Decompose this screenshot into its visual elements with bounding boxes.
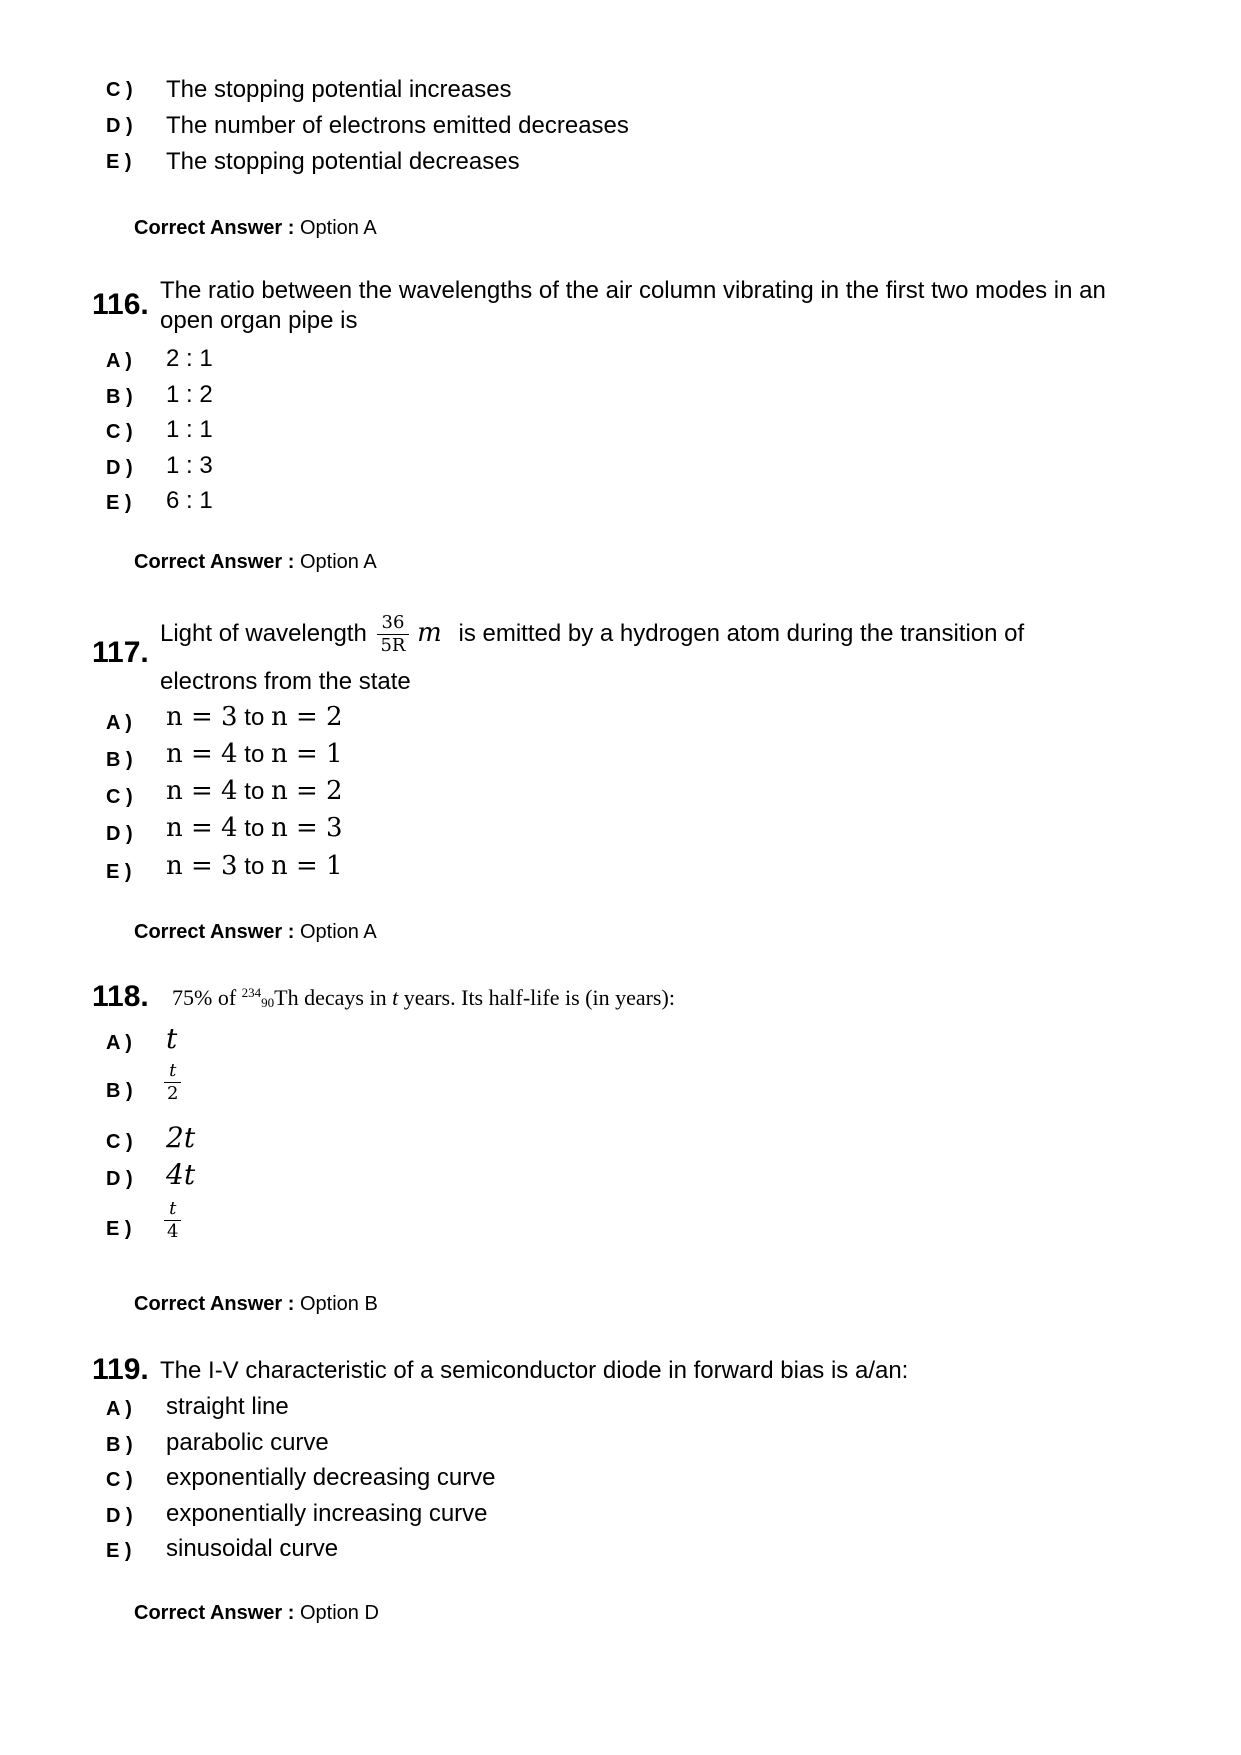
correct-answer-value: Option A: [299, 217, 377, 239]
option-fraction: [164, 1198, 181, 1243]
option-text: exponentially increasing curve: [166, 1500, 488, 1527]
option-connector: to: [244, 778, 265, 805]
option-text: The stopping potential decreases: [166, 148, 520, 175]
option-label: E ): [106, 861, 132, 883]
option-text: 1 : 2: [166, 381, 213, 408]
option-label: C ): [106, 79, 133, 101]
question-text-mid: decays in: [304, 985, 387, 1010]
option-text: [166, 702, 343, 732]
correct-answer-label: Correct Answer :: [134, 1602, 295, 1624]
option-text: exponentially decreasing curve: [166, 1464, 496, 1491]
option-label: E ): [106, 1540, 132, 1562]
mass-number: 234: [241, 985, 262, 1000]
math-expression: n = 4: [166, 776, 238, 806]
atomic-number: 90: [261, 995, 275, 1010]
question-text-line: electrons from the state: [160, 668, 411, 695]
option-text: 1 : 1: [166, 416, 213, 443]
question-number: 119.: [92, 1353, 149, 1386]
correct-answer-value: Option D: [299, 1602, 379, 1624]
correct-answer: [134, 921, 377, 944]
option-label: E ): [106, 151, 132, 173]
option-label: D ): [106, 115, 133, 137]
correct-answer-label: Correct Answer :: [134, 217, 295, 239]
math-expression: n = 1: [270, 851, 343, 881]
option-label: A ): [106, 712, 132, 734]
correct-answer-value: Option B: [299, 1293, 378, 1315]
option-label: D ): [106, 1505, 133, 1527]
option-text: [166, 813, 343, 843]
element-symbol: Th: [274, 985, 299, 1010]
correct-answer-label: Correct Answer :: [134, 551, 295, 573]
option-text: 4t: [166, 1158, 196, 1191]
correct-answer: [134, 1602, 379, 1625]
math-expression: n = 2: [270, 776, 343, 806]
option-text: [166, 776, 343, 806]
fraction-numerator: t: [164, 1060, 181, 1083]
option-label: B ): [106, 386, 133, 408]
option-text: sinusoidal curve: [166, 1535, 339, 1562]
option-text: t: [166, 1022, 178, 1055]
fraction-numerator: t: [164, 1198, 181, 1221]
math-expression: n = 4: [166, 813, 238, 843]
question-text-pre: 75% of: [172, 985, 237, 1010]
correct-answer: [134, 217, 377, 240]
correct-answer: [134, 1293, 378, 1316]
question-text: [172, 985, 675, 1011]
wavelength-fraction: [377, 612, 408, 657]
option-label: C ): [106, 1131, 133, 1153]
option-label: C ): [106, 1469, 133, 1491]
option-label: B ): [106, 1434, 133, 1456]
question-number: 116.: [92, 288, 149, 321]
option-label: C ): [106, 421, 133, 443]
question-text-post: years. Its half-life is (in years):: [403, 985, 675, 1010]
option-label: A ): [106, 350, 132, 372]
correct-answer-label: Correct Answer :: [134, 1293, 295, 1315]
question-text-line: The I-V characteristic of a semiconductor diode in forward bias is a/an:: [160, 1357, 909, 1384]
option-text: The stopping potential increases: [166, 76, 512, 103]
option-text: 1 : 3: [166, 452, 213, 479]
fraction-numerator: 36: [377, 612, 408, 635]
option-text: 2t: [166, 1121, 196, 1154]
question-text-line: open organ pipe is: [160, 307, 358, 334]
option-label: D ): [106, 1168, 133, 1190]
unit-symbol: m: [417, 617, 442, 648]
math-expression: n = 3: [166, 851, 238, 881]
math-expression: n = 1: [270, 739, 343, 769]
question-text: [160, 276, 1106, 336]
option-label: E ): [106, 1218, 132, 1240]
correct-answer: [134, 551, 377, 574]
option-connector: to: [244, 704, 265, 731]
option-connector: to: [244, 815, 265, 842]
option-text: The number of electrons emitted decreases: [166, 112, 629, 139]
option-connector: to: [244, 741, 265, 768]
option-text: straight line: [166, 1393, 289, 1420]
option-text: 2 : 1: [166, 345, 213, 372]
math-expression: n = 3: [166, 702, 238, 732]
correct-answer-label: Correct Answer :: [134, 921, 295, 943]
math-expression: n = 4: [166, 739, 238, 769]
option-fraction: [164, 1060, 181, 1105]
correct-answer-value: Option A: [299, 551, 377, 573]
fraction-denominator: 4: [167, 1221, 179, 1242]
question-text-line: [160, 612, 1024, 657]
fraction-denominator: 2: [167, 1083, 179, 1104]
correct-answer-value: Option A: [299, 921, 377, 943]
time-variable: t: [392, 985, 399, 1010]
option-text: parabolic curve: [166, 1429, 329, 1456]
question-text-post: is emitted by a hydrogen atom during the transition of: [458, 619, 1025, 647]
math-expression: n = 3: [270, 813, 343, 843]
option-text: [166, 851, 343, 881]
option-label: A ): [106, 1032, 132, 1054]
option-label: D ): [106, 457, 133, 479]
option-label: D ): [106, 823, 133, 845]
option-text: [166, 739, 343, 769]
fraction-denominator: 5R: [380, 635, 406, 656]
option-label: B ): [106, 749, 133, 771]
option-label: A ): [106, 1398, 132, 1420]
question-number: 118.: [92, 980, 149, 1013]
option-label: E ): [106, 492, 132, 514]
option-text: 6 : 1: [166, 487, 213, 514]
option-connector: to: [244, 853, 265, 880]
question-text-pre: Light of wavelength: [160, 619, 367, 647]
question-number: 117.: [92, 636, 149, 669]
option-label: C ): [106, 786, 133, 808]
question-text-line: The ratio between the wavelengths of the air column vibrating in the first two modes in an: [160, 277, 1106, 304]
math-expression: n = 2: [270, 702, 343, 732]
option-label: B ): [106, 1080, 133, 1102]
